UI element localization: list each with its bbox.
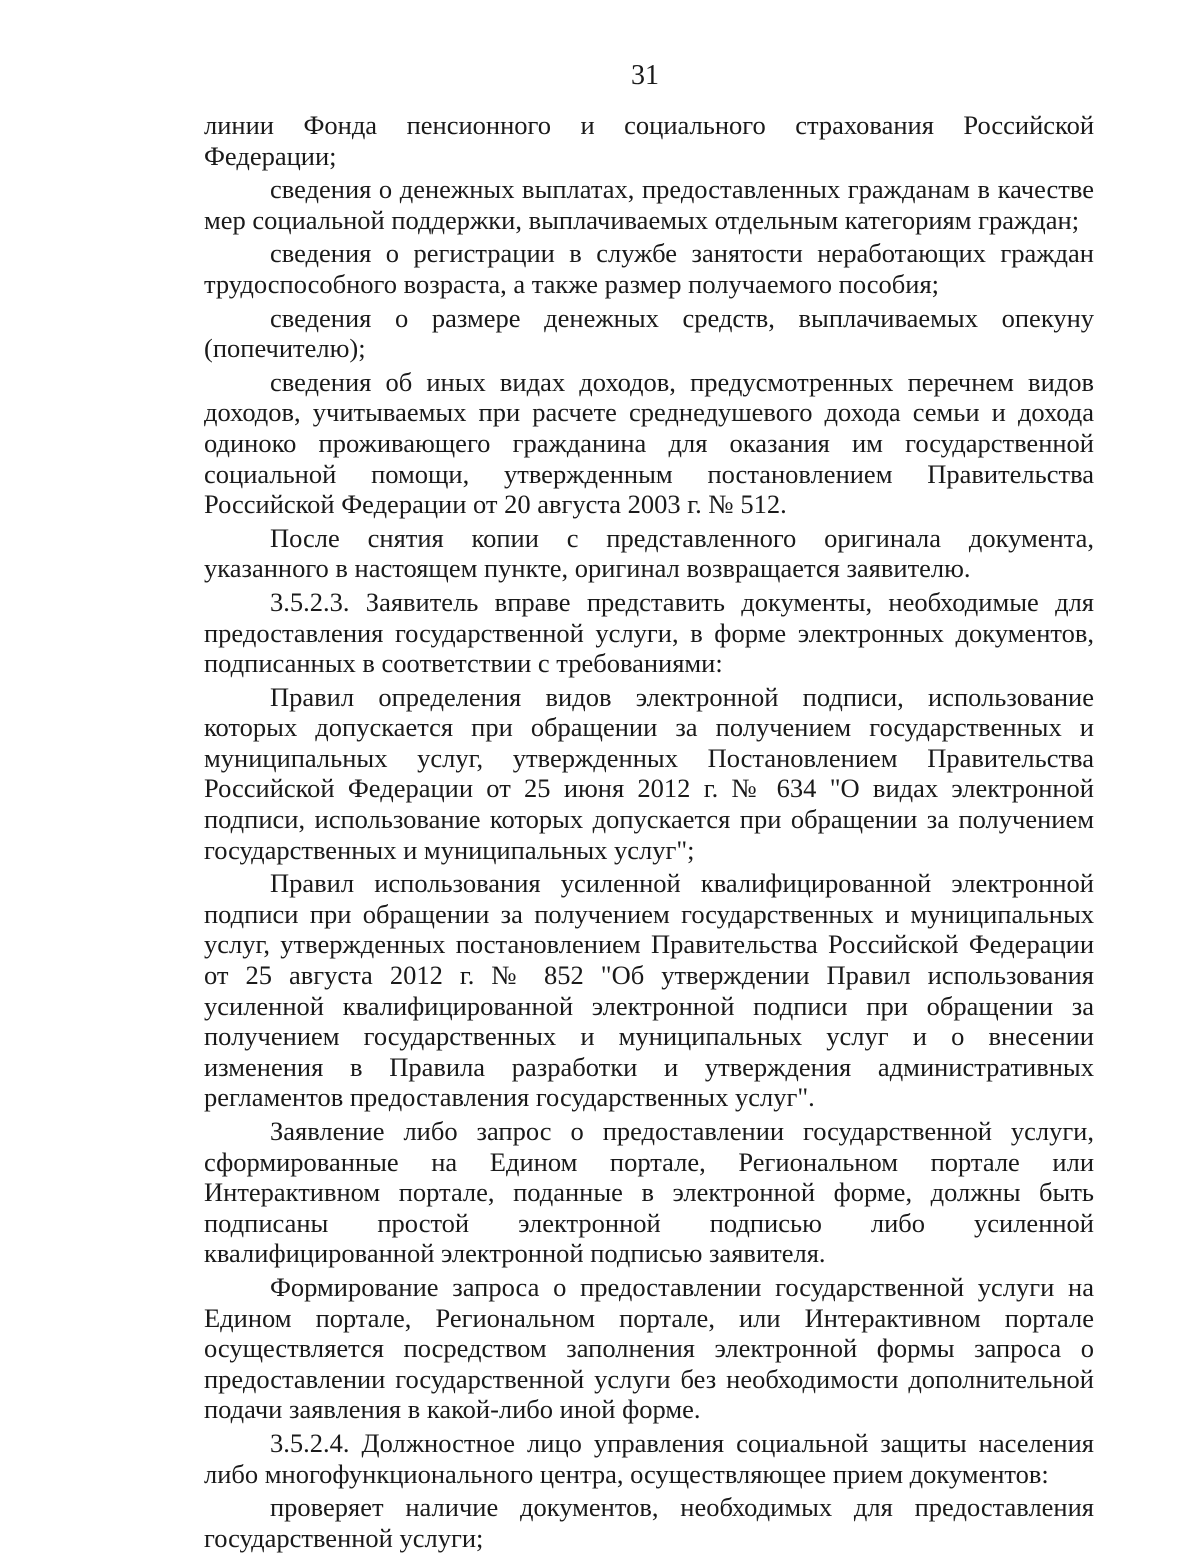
paragraph: линии Фонда пенсионного и социального страхования Российской Федерации;: [204, 110, 1094, 171]
paragraph: 3.5.2.4. Должностное лицо управления социальной защиты населения либо многофункционального центра, осуществляющее прием документов:: [204, 1427, 1094, 1489]
paragraph: Правил определения видов электронной подписи, использование которых допускается при обращении за получением государственных и муниципальных услуг, утвержденных Постановлением Правительства Российской Федерации от 25 июня 2012 г. № 634 "О видах электронной подписи, использование которых допускается при обращении за получением государственных и муниципальных услуг";: [204, 681, 1094, 865]
paragraph: 3.5.2.3. Заявитель вправе представить документы, необходимые для предоставления государственной услуги, в форме электронных документов, подписанных в соответствии с требованиями:: [204, 586, 1094, 679]
paragraph: сведения об иных видах доходов, предусмотренных перечнем видов доходов, учитываемых при расчете среднедушевого дохода семьи и дохода одиноко проживающего гражданина для оказания им государственной социальной помощи, утвержденным постановлением Правительства Российской Федерации от 20 августа 2003 г. № 512.: [204, 366, 1094, 520]
paragraph: После снятия копии с представленного оригинала документа, указанного в настоящем пункте, оригинал возвращается заявителю.: [204, 522, 1094, 584]
document-body: [204, 110, 1094, 1556]
paragraph: проверяет наличие документов, необходимых для предоставления государственной услуги;: [204, 1492, 1094, 1553]
page-number: 31: [631, 60, 659, 91]
paragraph: Формирование запроса о предоставлении государственной услуги на Едином портале, Региональном портале, или Интерактивном портале осуществляется посредством заполнения электронной формы запроса о предоставлении государственной услуги без необходимости дополнительной подачи заявления в какой-либо иной форме.: [204, 1271, 1094, 1425]
paragraph: сведения о регистрации в службе занятости неработающих граждан трудоспособного возраста, а также размер получаемого пособия;: [204, 238, 1094, 299]
paragraph: Правил использования усиленной квалифицированной электронной подписи при обращении за получением государственных и муниципальных услуг, утвержденных постановлением Правительства Российской Федерации от 25 августа 2012 г. № 852 "Об утверждении Правил использования усиленной квалифицированной электронной подписи при обращении за получением государственных и муниципальных услуг и о внесении изменения в Правила разработки и утверждения административных регламентов предоставления государственных услуг".: [204, 868, 1094, 1113]
paragraph: сведения о денежных выплатах, предоставленных гражданам в качестве мер социальной поддержки, выплачиваемых отдельным категориям граждан;: [204, 174, 1094, 235]
paragraph: Заявление либо запрос о предоставлении государственной услуги, сформированные на Едином портале, Региональном портале или Интерактивном портале, поданные в электронной форме, должны быть подписаны простой электронной подписью либо усиленной квалифицированной электронной подписью заявителя.: [204, 1116, 1094, 1269]
paragraph: сведения о размере денежных средств, выплачиваемых опекуну (попечителю);: [204, 302, 1094, 364]
